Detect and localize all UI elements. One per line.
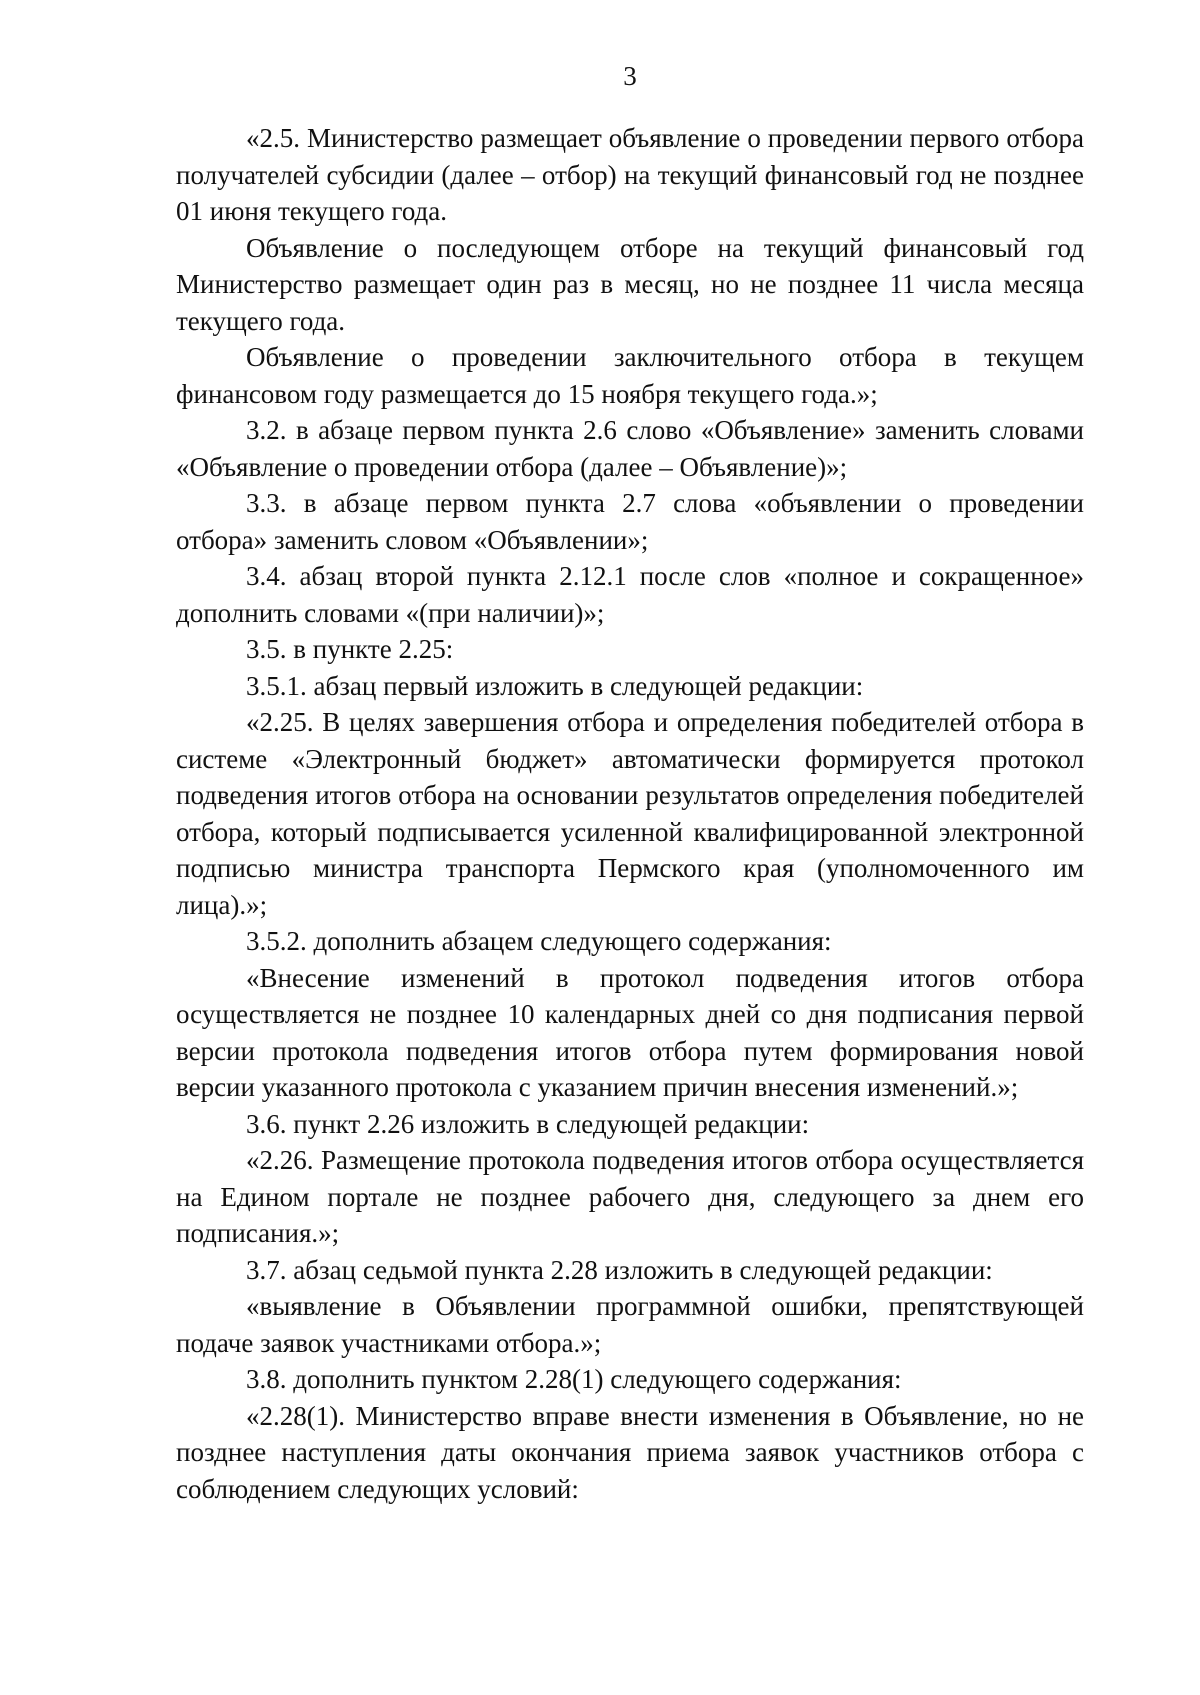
paragraph: 3.2. в абзаце первом пункта 2.6 слово «Объявление» заменить словами «Объявление о проведении отбора (далее – Объявление)»;: [176, 415, 1084, 482]
paragraph: «2.5. Министерство размещает объявление о проведении первого отбора получателей субсидии (далее – отбор) на текущий финансовый год не позднее 01 июня текущего года.: [176, 123, 1084, 226]
paragraph: 3.7. абзац седьмой пункта 2.28 изложить в следующей редакции:: [246, 1254, 993, 1285]
paragraph: 3.5. в пункте 2.25:: [246, 634, 454, 664]
paragraph: Объявление о последующем отборе на текущий финансовый год Министерство размещает один раз в месяц, но не позднее 11 числа месяца текущего года.: [176, 232, 1084, 336]
paragraph: 3.3. в абзаце первом пункта 2.7 слова «объявлении о проведении отбора» заменить словом «Объявлении»;: [176, 488, 1084, 555]
paragraph: «Внесение изменений в протокол подведения итогов отбора осуществляется не позднее 10 календарных дней со дня подписания первой версии протокола подведения итогов отбора путем формирования новой версии указанного протокола с указанием причин внесения изменений.»;: [176, 962, 1084, 1102]
paragraph: «2.28(1). Министерство вправе внести изменения в Объявление, но не позднее наступления даты окончания приема заявок участников отбора с соблюдением следующих условий:: [176, 1400, 1084, 1504]
paragraph: 3.4. абзац второй пункта 2.12.1 после слов «полное и сокращенное» дополнить словами «(при наличии)»;: [176, 561, 1084, 628]
paragraph: 3.5.2. дополнить абзацем следующего содержания:: [246, 926, 832, 956]
paragraph: «2.25. В целях завершения отбора и определения победителей отбора в системе «Электронный бюджет» автоматически формируется протокол подведения итогов отбора на основании результатов определения победителей отбора, который подписывается усиленной квалифицированной электронной подписью министра транспорта Пермского края (уполномоченного им лица).»;: [176, 707, 1084, 920]
paragraph: 3.8. дополнить пунктом 2.28(1) следующего содержания:: [246, 1364, 902, 1394]
paragraph: «2.26. Размещение протокола подведения итогов отбора осуществляется на Едином портале не позднее рабочего дня, следующего за днем его подписания.»;: [176, 1145, 1084, 1248]
paragraph: «выявление в Объявлении программной ошибки, препятствующей подаче заявок участниками отбора.»;: [176, 1291, 1084, 1358]
paragraph: Объявление о проведении заключительного отбора в текущем финансовом году размещается до 15 ноября текущего года.»;: [176, 342, 1084, 409]
page-number: 3: [623, 61, 637, 91]
paragraph: 3.6. пункт 2.26 изложить в следующей редакции:: [246, 1108, 810, 1139]
paragraph: 3.5.1. абзац первый изложить в следующей редакции:: [246, 670, 864, 701]
document-body: [176, 120, 1084, 1507]
